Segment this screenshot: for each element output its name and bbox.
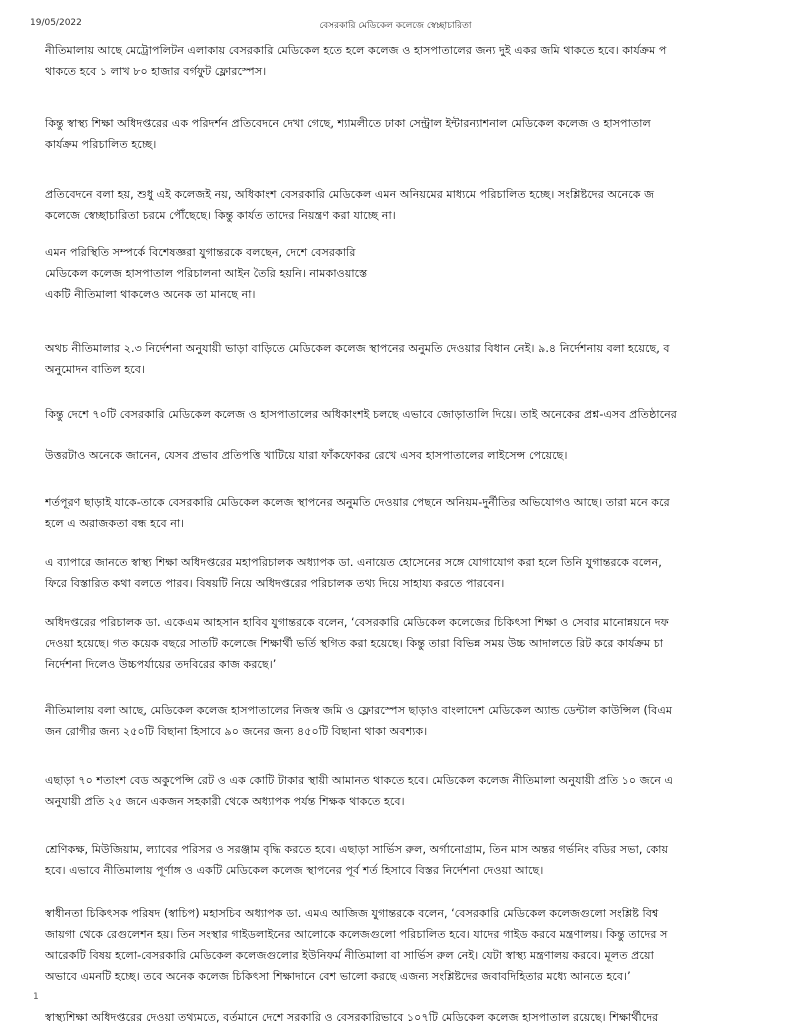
print-date: 19/05/2022 <box>30 18 82 28</box>
paragraph-line: স্বাধীনতা চিকিৎসক পরিষদ (স্বাচিপ) মহাসচিব অধ্যাপক ডা. এমএ আজিজ যুগান্তরকে বলেন, ‘বেসরকারি মেডিকেল কলেজগুলো সংশ্লিষ্ট বিশ্ব <box>45 907 659 920</box>
paragraph-line: কার্যক্রম পরিচালিত হচ্ছে। <box>45 138 157 151</box>
page-title: বেসরকারি মেডিকেল কলেজে স্বেচ্ছাচারিতা <box>319 21 472 31</box>
paragraph <box>45 492 785 534</box>
paragraph-line: এ ব্যাপারে জানতে স্বাস্থ্য শিক্ষা অধিদপ্তরের মহাপরিচালক অধ্যাপক ডা. এনায়েত হোসেনের সঙ্গে যোগাযোগ করা হলে তিনি যুগান্তরকে বলেন, <box>45 556 662 569</box>
page-header <box>0 18 791 34</box>
paragraph-line: কিন্তু স্বাস্থ্য শিক্ষা অধিদপ্তরের এক পরিদর্শন প্রতিবেদনে দেখা গেছে, শ্যামলীতে ঢাকা সেন্ট্রাল ইন্টারন্যাশনাল মেডিকেল কলেজ ও হাসপাতাল <box>45 117 651 130</box>
paragraph-line: নির্দেশনা দিলেও উচ্চপর্যায়ের তদবিরের কাজ করছে।’ <box>45 658 277 671</box>
paragraph <box>45 700 785 742</box>
paragraph-line: হলে এ অরাজকতা বন্ধ হবে না। <box>45 517 185 530</box>
paragraph-line: থাকতে হবে ১ লাখ ৮০ হাজার বর্গফুট ফ্লোরস্পেস। <box>45 65 267 78</box>
paragraph-line: অথচ নীতিমালার ২.৩ নির্দেশনা অনুযায়ী ভাড়া বাড়িতে মেডিকেল কলেজ স্থাপনের অনুমতি দেওয়ার বিধান নেই। ৯.৪ নির্দেশনায় বলা হয়েছে, ব <box>45 342 670 355</box>
paragraph-line: জন রোগীর জন্য ২৫০টি বিছানা হিসাবে ৯০ জনের জন্য ৪৫০টি বিছানা থাকা অবশ্যক। <box>45 725 428 738</box>
paragraph-line: কলেজে স্বেচ্ছাচারিতা চরমে পৌঁছেছে। কিন্তু কার্যত তাদের নিয়ন্ত্রণ করা যাচ্ছে না। <box>45 209 396 222</box>
paragraph-line: অভাবে এমনটি হচ্ছে। তবে অনেক কলেজ চিকিৎসা শিক্ষাদানে বেশ ভালো করছে এজন্য সংশ্লিষ্টদের জবাবদিহিতার মধ্যে আনতে হবে।’ <box>45 970 631 983</box>
paragraph <box>45 552 785 594</box>
paragraph <box>45 404 785 425</box>
paragraph-line: নীতিমালায় বলা আছে, মেডিকেল কলেজ হাসপাতালের নিজস্ব জমি ও ফ্লোরস্পেস ছাড়াও বাংলাদেশ মেডিকেল অ্যান্ড ডেন্টাল কাউন্সিল (বিএম <box>45 704 673 717</box>
paragraph-line: একটি নীতিমালা থাকলেও অনেক তা মানছে না। <box>45 288 256 301</box>
page-mark: 1 <box>33 992 39 1002</box>
paragraph <box>45 903 785 987</box>
paragraph-line: প্রতিবেদনে বলা হয়, শুধু এই কলেজই নয়, অধিকাংশ বেসরকারি মেডিকেল এমন অনিয়মের মাধ্যমে পরিচালিত হচ্ছে। সংশ্লিষ্টদের অনেকে জ <box>45 188 655 201</box>
paragraph <box>45 338 785 380</box>
paragraph-line: এছাড়া ৭০ শতাংশ বেড অকুপেন্সি রেট ও এক কোটি টাকার স্থায়ী আমানত থাকতে হবে। মেডিকেল কলেজ নীতিমালা অনুযায়ী প্রতি ১০ জনে এ <box>45 774 673 787</box>
paragraph <box>45 184 785 226</box>
paragraph-line: দেওয়া হয়েছে। গত কয়েক বছরে সাতটি কলেজে শিক্ষার্থী ভর্তি স্থগিত করা হয়েছে। কিন্তু তারা বিভিন্ন সময় উচ্চ আদালতে রিট করে কার্যক্রম চা <box>45 637 664 650</box>
paragraph <box>45 445 785 466</box>
paragraph <box>45 1007 785 1024</box>
paragraph <box>45 612 785 675</box>
paragraph-line: নীতিমালায় আছে মেট্রোপলিটন এলাকায় বেসরকারি মেডিকেল হতে হলে কলেজ ও হাসপাতালের জন্য দুই একর জমি থাকতে হবে। কার্যক্রম প <box>45 44 667 57</box>
paragraph <box>45 770 785 812</box>
paragraph-line: কিন্তু দেশে ৭০টি বেসরকারি মেডিকেল কলেজ ও হাসপাতালের অধিকাংশই চলছে এভাবে জোড়াতালি দিয়ে। তাই অনেকের প্রশ্ন-এসব প্রতিষ্ঠানের <box>45 408 677 421</box>
paragraph-line: স্বাস্থ্যশিক্ষা অধিদপ্তরের দেওয়া তথ্যমতে, বর্তমানে দেশে সরকারি ও বেসরকারিভাবে ১০৭টি মেডিকেল কলেজ হাসপাতাল রয়েছে। শিক্ষার্থীদের <box>45 1011 659 1024</box>
paragraph-line: এমন পরিস্থিতি সম্পর্কে বিশেষজ্ঞরা যুগান্তরকে বলছেন, দেশে বেসরকারি <box>45 246 356 259</box>
paragraph-line: মেডিকেল কলেজ হাসপাতাল পরিচালনা আইন তৈরি হয়নি। নামকাওয়াস্তে <box>45 267 368 280</box>
paragraph-line: শ্রেণিকক্ষ, মিউজিয়াম, ল্যাবের পরিসর ও সরঞ্জাম বৃদ্ধি করতে হবে। এছাড়া সার্ভিস রুল, অর্গানোগ্রাম, তিন মাস অন্তর গর্ভনিং বডির সভা, কোয় <box>45 843 669 856</box>
paragraph-line: অনুযায়ী প্রতি ২৫ জনে একজন সহকারী থেকে অধ্যাপক পর্যন্ত শিক্ষক থাকতে হবে। <box>45 795 405 808</box>
paragraph-line: জায়গা থেকে রেগুলেশন হয়। তিন সংস্থার গাইডলাইনের আলোকে কলেজগুলো পরিচালিত হবে। যাদের গাইড করবে মন্ত্রণালয়। কিন্তু তাদের স <box>45 928 668 941</box>
paragraph <box>45 242 465 305</box>
paragraph-line: অধিদপ্তরের পরিচালক ডা. একেএম আহসান হাবিব যুগান্তরকে বলেন, ‘বেসরকারি মেডিকেল কলেজের চিকিৎসা শিক্ষা ও সেবার মানোন্নয়নে দফ <box>45 616 669 629</box>
article-body <box>45 40 785 1024</box>
paragraph-line: উত্তরটাও অনেকে জানেন, যেসব প্রভাব প্রতিপত্তি খাটিয়ে যারা ফাঁকফোকর রেখে এসব হাসপাতালের লাইসেন্স পেয়েছে। <box>45 449 568 462</box>
paragraph-line: শর্তপূরণ ছাড়াই যাকে-তাকে বেসরকারি মেডিকেল কলেজ স্থাপনের অনুমতি দেওয়ার পেছনে অনিয়ম-দুর্নীতির অভিযোগও আছে। তারা মনে করে <box>45 496 670 509</box>
paragraph-line: আরেকটি বিষয় হলো-বেসরকারি মেডিকেল কলেজগুলোর ইউনিফর্ম নীতিমালা বা সার্ভিস রুল নেই। যেটা স্বাস্থ্য মন্ত্রণালয় করবে। মূলত প্রয়ো <box>45 949 654 962</box>
paragraph <box>45 113 785 155</box>
paragraph-line: ফিরে বিস্তারিত কথা বলতে পারব। বিষয়টি নিয়ে অধিদপ্তরের পরিচালক তথ্য দিয়ে সাহায্য করতে পারবেন। <box>45 577 505 590</box>
paragraph-line: অনুমোদন বাতিল হবে। <box>45 363 145 376</box>
paragraph <box>45 40 785 82</box>
paragraph-line: হবে। এভাবে নীতিমালায় পূর্ণাঙ্গ ও একটি মেডিকেল কলেজ স্থাপনের পূর্ব শর্ত হিসাবে বিস্তর নির্দেশনা দেওয়া আছে। <box>45 864 544 877</box>
paragraph <box>45 839 785 881</box>
